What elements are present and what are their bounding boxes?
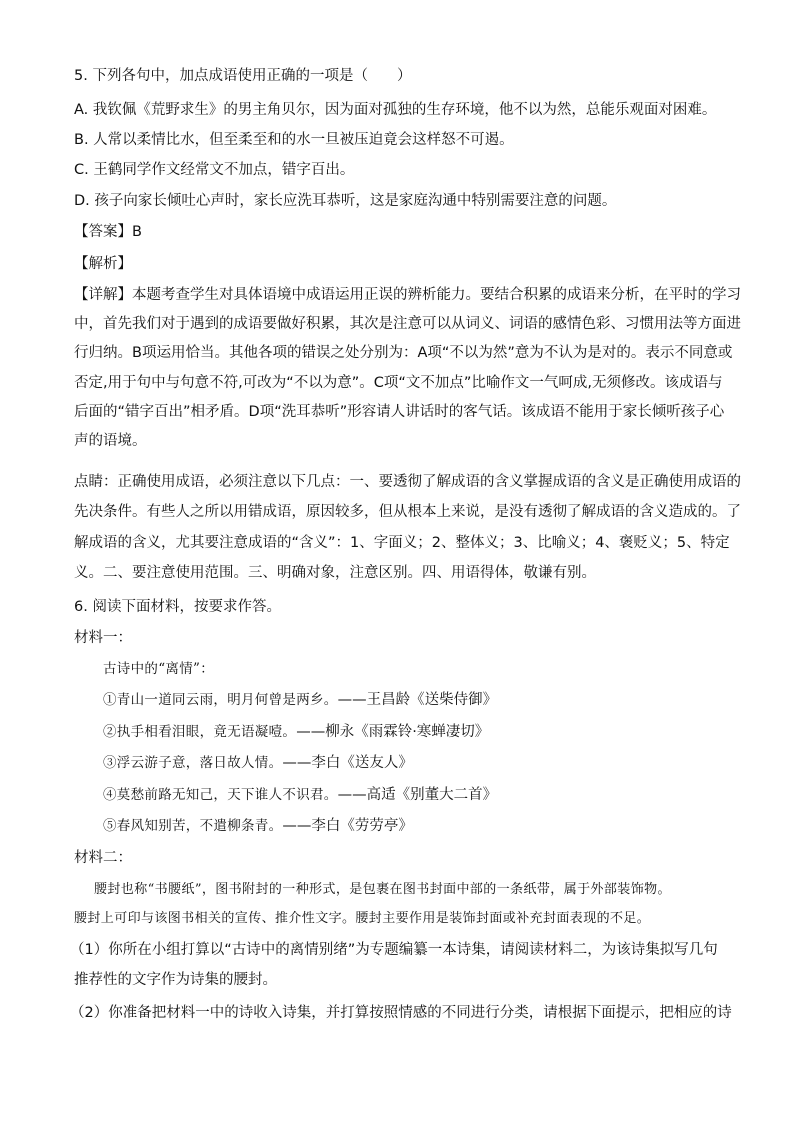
- q6-sub2-line: （2）你准备把材料一中的诗收入诗集，并打算按照情感的不同进行分类，请根据下面提示，把相应的诗: [70, 1005, 732, 1021]
- q6-sub1-line: 推荐性的文字作为诗集的腰封。: [74, 972, 277, 988]
- q5-answer: 【答案】B: [74, 224, 142, 240]
- q6-material1-label: 材料一：: [74, 630, 132, 646]
- poem-text: ③浮云游子意，落日故人情。: [103, 755, 283, 771]
- poem-source: ——李白《送友人》: [282, 755, 413, 771]
- q5-tip-line: 先决条件。有些人之所以用错成语，原因较多，但从根本上来说，是没有透彻了解成语的含义造成的。了: [74, 504, 741, 520]
- poem-source: ——柳永《雨霖铃·寒蝉凄切》: [296, 724, 490, 740]
- q6-stem: 6. 阅读下面材料，按要求作答。: [74, 599, 281, 615]
- poem-source: ——高适《别董大二首》: [337, 787, 498, 803]
- q5-detail-line: 后面的“错字百出”相矛盾。D项“洗耳恭听”形容请人讲话时的客气话。该成语不能用于家长倾听孩子心: [74, 404, 725, 420]
- q6-sub1-line: （1）你所在小组打算以“古诗中的离情别绪”为专题编纂一本诗集，请阅读材料二，为该诗集拟写几句: [70, 942, 718, 958]
- q5-detail-line: 【详解】本题考查学生对具体语境中成语运用正误的辨析能力。要结合积累的成语来分析，在平时的学习: [74, 287, 741, 303]
- q5-option-b: B. 人常以柔情比水，但至柔至和的水一旦被压迫竟会这样怒不可遏。: [74, 132, 514, 148]
- q5-option-a: A. 我钦佩《荒野求生》的男主角贝尔，因为面对孤独的生存环境，他不以为然，总能乐观面对困难。: [74, 102, 717, 118]
- poem-line: [103, 722, 489, 742]
- q6-material1-title: 古诗中的“离情”：: [103, 661, 215, 677]
- q5-tip-line: 义。二、要注意使用范围。三、明确对象，注意区别。四、用语得体，敬谦有别。: [74, 565, 596, 581]
- q5-stem: 5. 下列各句中，加点成语使用正确的一项是（ ）: [74, 68, 412, 84]
- poem-line: [103, 816, 413, 836]
- poem-text: ①青山一道同云雨，明月何曾是两乡。: [103, 692, 338, 708]
- poem-line: [103, 785, 497, 805]
- q5-detail-line: 行归纳。B项运用恰当。其他各项的错误之处分别为：A项“不以为然”意为不认为是对的。表示不同意或: [74, 345, 733, 361]
- poem-text: ⑤春风知别苦，不遣柳条青。: [103, 818, 283, 834]
- q5-option-d: D. 孩子向家长倾吐心声时，家长应洗耳恭听，这是家庭沟通中特别需要注意的问题。: [74, 193, 617, 209]
- q5-analysis-label: 【解析】: [74, 256, 132, 272]
- q5-detail-line: 声的语境。: [74, 433, 147, 449]
- q5-tip-line: 解成语的含义，尤其要注意成语的“含义”：1、字面义；2、整体义；3、比喻义；4、褒贬义；5、特定: [74, 535, 730, 551]
- poem-line: [103, 753, 413, 773]
- poem-line: [103, 690, 497, 710]
- poem-source: ——李白《劳劳亭》: [282, 818, 413, 834]
- poem-source: ——王昌龄《送柴侍御》: [337, 692, 498, 708]
- q5-detail-line: 否定,用于句中与句意不符,可改为“不以为意”。C项“文不加点”比喻作文一气呵成,无须修改。该成语与: [74, 375, 723, 391]
- poem-text: ④莫愁前路无知己，天下谁人不识君。: [103, 787, 338, 803]
- q5-detail-line: 中，首先我们对于遇到的成语要做好积累，其次是注意可以从词义、词语的感情色彩、习惯用法等方面进: [74, 316, 741, 332]
- poem-text: ②执手相看泪眼，竟无语凝噎。: [103, 724, 297, 740]
- q6-material2-label: 材料二：: [74, 850, 132, 866]
- q6-material2-line: 腰封上可印与该图书相关的宣传、推介性文字。腰封主要作用是装饰封面或补充封面表现的不足。: [74, 911, 651, 926]
- q5-option-c: C. 王鹤同学作文经常文不加点，错字百出。: [74, 162, 355, 178]
- q6-material2-line: 腰封也称“书腰纸”，图书附封的一种形式，是包裹在图书封面中部的一条纸带，属于外部装饰物。: [94, 882, 671, 897]
- q5-tip-line: 点睛：正确使用成语，必须注意以下几点：一、要透彻了解成语的含义掌握成语的含义是正确使用成语的: [74, 474, 741, 490]
